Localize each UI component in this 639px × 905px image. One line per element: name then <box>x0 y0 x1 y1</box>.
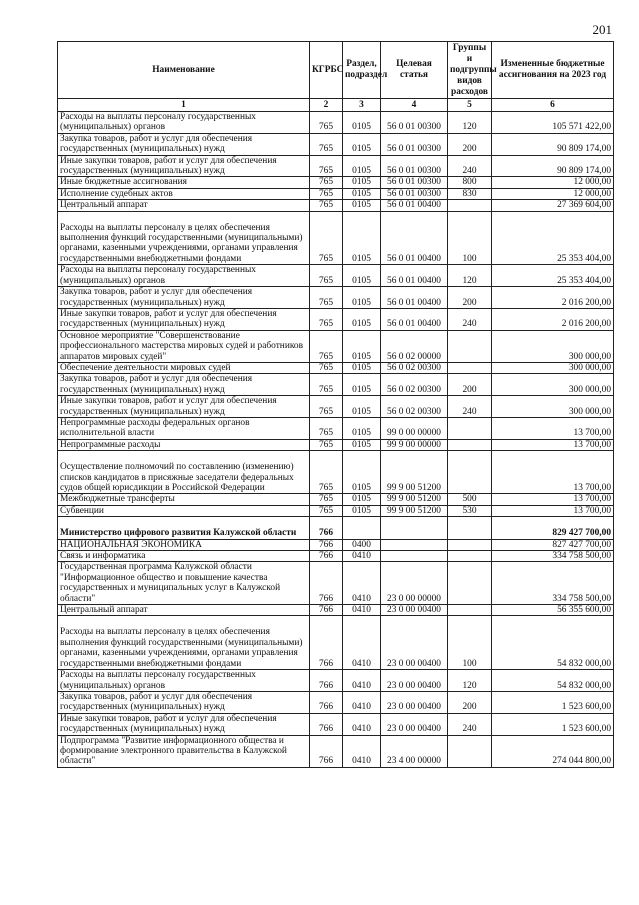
row-gruppa <box>448 517 492 539</box>
row-ktrbs: 766 <box>310 539 343 550</box>
table-row <box>58 265 614 287</box>
row-ktrbs: 765 <box>310 112 343 134</box>
header-celevaya: Целевая статья <box>381 42 448 99</box>
row-ktrbs: 765 <box>310 396 343 418</box>
table-row <box>58 308 614 330</box>
header-gruppy: Группы и подгруппы видов расходов <box>448 42 492 99</box>
table-row <box>58 330 614 362</box>
row-celevaya <box>381 551 448 562</box>
row-ktrbs: 765 <box>310 155 343 177</box>
row-gruppa: 120 <box>448 670 492 692</box>
row-gruppa <box>448 200 492 211</box>
row-name: Подпрограмма "Развитие информационного общества и формирование электронного правительства в Калужской области" <box>58 735 310 767</box>
row-ktrbs: 765 <box>310 265 343 287</box>
row-name: Расходы на выплаты персоналу государственных (муниципальных) органов <box>58 670 310 692</box>
row-celevaya: 99 9 00 00000 <box>381 439 448 450</box>
row-gruppa: 100 <box>448 616 492 670</box>
row-celevaya: 56 0 02 00000 <box>381 330 448 362</box>
row-gruppa: 240 <box>448 396 492 418</box>
table-row <box>58 713 614 735</box>
row-gruppa <box>448 551 492 562</box>
row-gruppa <box>448 362 492 373</box>
column-number: 2 <box>310 99 343 112</box>
table-row <box>58 539 614 550</box>
table-row <box>58 735 614 767</box>
row-celevaya: 56 0 01 00300 <box>381 112 448 134</box>
table-row <box>58 494 614 505</box>
row-celevaya: 23 0 00 00400 <box>381 713 448 735</box>
row-ktrbs: 765 <box>310 177 343 188</box>
row-razdel: 0410 <box>343 670 381 692</box>
row-name: Расходы на выплаты персоналу в целях обеспечения выполнения функций государственными (муниципальными) органами, казенными учреждениями, органами управления государственными внебюджетными фондами <box>58 616 310 670</box>
row-name: Непрограммные расходы <box>58 439 310 450</box>
table-row <box>58 374 614 396</box>
column-number: 4 <box>381 99 448 112</box>
row-summa: 13 700,00 <box>492 417 614 439</box>
table-header-row <box>58 42 614 99</box>
column-number: 1 <box>58 99 310 112</box>
row-ktrbs: 766 <box>310 605 343 616</box>
row-summa: 300 000,00 <box>492 330 614 362</box>
row-celevaya: 99 9 00 51200 <box>381 505 448 516</box>
row-razdel: 0410 <box>343 616 381 670</box>
row-celevaya: 56 0 02 00300 <box>381 374 448 396</box>
header-razdel: Раздел, подраздел <box>343 42 381 99</box>
row-razdel: 0105 <box>343 211 381 265</box>
row-razdel: 0105 <box>343 396 381 418</box>
row-gruppa: 830 <box>448 188 492 199</box>
row-razdel: 0105 <box>343 494 381 505</box>
table-row <box>58 155 614 177</box>
row-name: Межбюджетные трансферты <box>58 494 310 505</box>
row-razdel <box>343 517 381 539</box>
row-razdel: 0105 <box>343 417 381 439</box>
row-gruppa: 120 <box>448 265 492 287</box>
row-name: Субвенции <box>58 505 310 516</box>
row-gruppa <box>448 439 492 450</box>
row-gruppa: 240 <box>448 155 492 177</box>
row-gruppa <box>448 417 492 439</box>
row-summa: 300 000,00 <box>492 396 614 418</box>
row-razdel: 0105 <box>343 177 381 188</box>
row-summa: 334 758 500,00 <box>492 551 614 562</box>
row-gruppa: 120 <box>448 112 492 134</box>
row-summa: 334 758 500,00 <box>492 562 614 605</box>
table-body <box>58 112 614 768</box>
row-gruppa <box>448 605 492 616</box>
row-name: Иные закупки товаров, работ и услуг для обеспечения государственных (муниципальных) нужд <box>58 713 310 735</box>
row-summa: 25 353 404,00 <box>492 211 614 265</box>
row-razdel: 0105 <box>343 133 381 155</box>
row-gruppa: 200 <box>448 287 492 309</box>
row-razdel: 0105 <box>343 374 381 396</box>
table-row <box>58 451 614 494</box>
table-row <box>58 362 614 373</box>
row-summa: 25 353 404,00 <box>492 265 614 287</box>
row-celevaya: 23 0 00 00400 <box>381 605 448 616</box>
row-gruppa: 530 <box>448 505 492 516</box>
row-gruppa: 800 <box>448 177 492 188</box>
row-razdel: 0105 <box>343 200 381 211</box>
row-summa: 300 000,00 <box>492 374 614 396</box>
row-razdel: 0105 <box>343 308 381 330</box>
row-name: Связь и информатика <box>58 551 310 562</box>
row-name: Расходы на выплаты персоналу в целях обеспечения выполнения функций государственными (муниципальными) органами, казенными учреждениями, органами управления государственными внебюджетными фондами <box>58 211 310 265</box>
row-name: НАЦИОНАЛЬНАЯ ЭКОНОМИКА <box>58 539 310 550</box>
row-razdel: 0105 <box>343 439 381 450</box>
row-ktrbs: 765 <box>310 200 343 211</box>
row-razdel: 0105 <box>343 287 381 309</box>
row-razdel: 0410 <box>343 691 381 713</box>
row-gruppa: 240 <box>448 308 492 330</box>
table-row <box>58 551 614 562</box>
row-ktrbs: 765 <box>310 417 343 439</box>
row-celevaya: 56 0 01 00400 <box>381 308 448 330</box>
column-number: 5 <box>448 99 492 112</box>
row-razdel: 0105 <box>343 451 381 494</box>
row-celevaya <box>381 517 448 539</box>
table-row <box>58 562 614 605</box>
row-ktrbs: 766 <box>310 735 343 767</box>
row-summa: 13 700,00 <box>492 439 614 450</box>
row-celevaya: 23 0 00 00400 <box>381 691 448 713</box>
row-summa: 827 427 700,00 <box>492 539 614 550</box>
row-name: Иные закупки товаров, работ и услуг для обеспечения государственных (муниципальных) нужд <box>58 308 310 330</box>
row-celevaya: 56 0 01 00400 <box>381 265 448 287</box>
row-celevaya: 56 0 02 00300 <box>381 396 448 418</box>
row-summa: 12 000,00 <box>492 177 614 188</box>
row-ktrbs: 765 <box>310 133 343 155</box>
row-celevaya: 56 0 01 00300 <box>381 155 448 177</box>
row-summa: 1 523 600,00 <box>492 713 614 735</box>
row-ktrbs: 765 <box>310 362 343 373</box>
row-celevaya: 56 0 01 00300 <box>381 177 448 188</box>
row-ktrbs: 766 <box>310 713 343 735</box>
table-row <box>58 616 614 670</box>
row-razdel: 0410 <box>343 562 381 605</box>
row-razdel: 0400 <box>343 539 381 550</box>
row-razdel: 0410 <box>343 551 381 562</box>
row-ktrbs: 765 <box>310 494 343 505</box>
row-name: Исполнение судебных актов <box>58 188 310 199</box>
row-summa: 2 016 200,00 <box>492 287 614 309</box>
row-razdel: 0105 <box>343 188 381 199</box>
row-gruppa: 200 <box>448 691 492 713</box>
row-razdel: 0105 <box>343 505 381 516</box>
row-summa: 2 016 200,00 <box>492 308 614 330</box>
row-name: Иные закупки товаров, работ и услуг для обеспечения государственных (муниципальных) нужд <box>58 155 310 177</box>
row-celevaya: 23 0 00 00400 <box>381 616 448 670</box>
table-row <box>58 605 614 616</box>
page-number: 201 <box>592 22 612 37</box>
row-name: Расходы на выплаты персоналу государственных (муниципальных) органов <box>58 265 310 287</box>
row-celevaya: 56 0 02 00300 <box>381 362 448 373</box>
row-name: Центральный аппарат <box>58 200 310 211</box>
row-gruppa <box>448 735 492 767</box>
row-name: Закупка товаров, работ и услуг для обеспечения государственных (муниципальных) нужд <box>58 691 310 713</box>
row-celevaya: 23 0 00 00400 <box>381 670 448 692</box>
row-celevaya: 99 9 00 51200 <box>381 494 448 505</box>
row-gruppa <box>448 451 492 494</box>
row-razdel: 0410 <box>343 713 381 735</box>
header-summa: Измененные бюджетные ассигнования на 2023 год <box>492 42 614 99</box>
row-name: Закупка товаров, работ и услуг для обеспечения государственных (муниципальных) нужд <box>58 287 310 309</box>
row-ktrbs: 765 <box>310 211 343 265</box>
row-name: Закупка товаров, работ и услуг для обеспечения государственных (муниципальных) нужд <box>58 133 310 155</box>
table-row <box>58 211 614 265</box>
row-summa: 13 700,00 <box>492 505 614 516</box>
row-ktrbs: 766 <box>310 517 343 539</box>
row-gruppa <box>448 562 492 605</box>
row-name: Министерство цифрового развития Калужской области <box>58 517 310 539</box>
row-summa: 274 044 800,00 <box>492 735 614 767</box>
row-name: Основное мероприятие "Совершенствование профессионального мастерства мировых судей и работников аппаратов мировых судей" <box>58 330 310 362</box>
row-name: Обеспечение деятельности мировых судей <box>58 362 310 373</box>
row-summa: 1 523 600,00 <box>492 691 614 713</box>
row-summa: 13 700,00 <box>492 494 614 505</box>
row-razdel: 0105 <box>343 112 381 134</box>
row-razdel: 0105 <box>343 155 381 177</box>
row-ktrbs: 766 <box>310 562 343 605</box>
table-row <box>58 200 614 211</box>
row-ktrbs: 765 <box>310 439 343 450</box>
row-ktrbs: 765 <box>310 505 343 516</box>
row-ktrbs: 765 <box>310 330 343 362</box>
row-gruppa: 100 <box>448 211 492 265</box>
row-ktrbs: 766 <box>310 670 343 692</box>
row-gruppa <box>448 539 492 550</box>
table-row <box>58 517 614 539</box>
row-summa: 105 571 422,00 <box>492 112 614 134</box>
row-ktrbs: 765 <box>310 308 343 330</box>
header-name: Наименование <box>58 42 310 99</box>
row-name: Расходы на выплаты персоналу государственных (муниципальных) органов <box>58 112 310 134</box>
row-ktrbs: 766 <box>310 691 343 713</box>
row-gruppa: 200 <box>448 133 492 155</box>
table-row <box>58 670 614 692</box>
row-ktrbs: 765 <box>310 374 343 396</box>
row-celevaya: 23 4 00 00000 <box>381 735 448 767</box>
row-celevaya: 56 0 01 00400 <box>381 200 448 211</box>
row-celevaya: 99 9 00 51200 <box>381 451 448 494</box>
budget-table <box>57 41 614 768</box>
row-celevaya: 56 0 01 00300 <box>381 133 448 155</box>
row-gruppa <box>448 330 492 362</box>
row-ktrbs: 765 <box>310 287 343 309</box>
row-name: Государственная программа Калужской области "Информационное общество и повышение качества государственных и муниципальных услуг в Калужской области" <box>58 562 310 605</box>
table-row <box>58 188 614 199</box>
row-ktrbs: 766 <box>310 551 343 562</box>
table-row <box>58 133 614 155</box>
row-name: Закупка товаров, работ и услуг для обеспечения государственных (муниципальных) нужд <box>58 374 310 396</box>
row-razdel: 0105 <box>343 362 381 373</box>
row-razdel: 0105 <box>343 265 381 287</box>
row-summa: 27 369 604,00 <box>492 200 614 211</box>
row-gruppa: 500 <box>448 494 492 505</box>
table-row <box>58 396 614 418</box>
row-gruppa: 200 <box>448 374 492 396</box>
row-summa: 12 000,00 <box>492 188 614 199</box>
row-name: Осуществление полномочий по составлению (изменению) списков кандидатов в присяжные заседатели федеральных судов общей юрисдикции в Российской Федерации <box>58 451 310 494</box>
row-summa: 90 809 174,00 <box>492 133 614 155</box>
row-ktrbs: 766 <box>310 616 343 670</box>
row-gruppa: 240 <box>448 713 492 735</box>
row-celevaya: 56 0 01 00400 <box>381 211 448 265</box>
row-summa: 90 809 174,00 <box>492 155 614 177</box>
row-celevaya: 56 0 01 00400 <box>381 287 448 309</box>
table-row <box>58 287 614 309</box>
column-number: 6 <box>492 99 614 112</box>
row-summa: 54 832 000,00 <box>492 616 614 670</box>
row-celevaya <box>381 539 448 550</box>
table-row <box>58 505 614 516</box>
table-row <box>58 112 614 134</box>
row-name: Центральный аппарат <box>58 605 310 616</box>
column-number-row <box>58 99 614 112</box>
table-row <box>58 417 614 439</box>
row-name: Иные бюджетные ассигнования <box>58 177 310 188</box>
row-razdel: 0410 <box>343 735 381 767</box>
row-celevaya: 23 0 00 00000 <box>381 562 448 605</box>
table-row <box>58 439 614 450</box>
table-row <box>58 691 614 713</box>
row-celevaya: 99 0 00 00000 <box>381 417 448 439</box>
row-summa: 829 427 700,00 <box>492 517 614 539</box>
row-summa: 300 000,00 <box>492 362 614 373</box>
row-name: Иные закупки товаров, работ и услуг для обеспечения государственных (муниципальных) нужд <box>58 396 310 418</box>
header-ktrbs: КГРБС <box>310 42 343 99</box>
row-razdel: 0105 <box>343 330 381 362</box>
table-row <box>58 177 614 188</box>
row-ktrbs: 765 <box>310 451 343 494</box>
row-celevaya: 56 0 01 00300 <box>381 188 448 199</box>
row-summa: 13 700,00 <box>492 451 614 494</box>
row-name: Непрограммные расходы федеральных органов исполнительной власти <box>58 417 310 439</box>
column-number: 3 <box>343 99 381 112</box>
row-razdel: 0410 <box>343 605 381 616</box>
row-summa: 54 832 000,00 <box>492 670 614 692</box>
row-ktrbs: 765 <box>310 188 343 199</box>
row-summa: 56 355 600,00 <box>492 605 614 616</box>
